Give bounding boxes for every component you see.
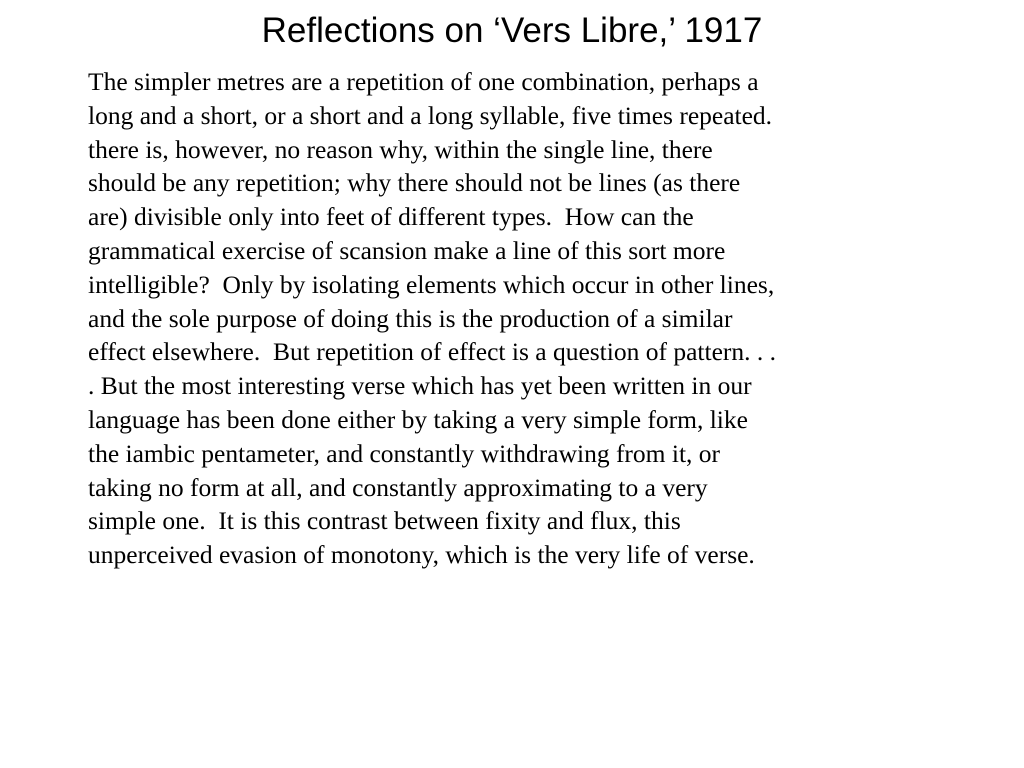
body-line-5: are) divisible only into feet of different types. How can the	[88, 202, 694, 232]
body-line-7: intelligible? Only by isolating elements which occur in other lines,	[88, 269, 775, 299]
body-line-13: taking no form at all, and constantly approximating to a very	[88, 472, 708, 502]
body-line-14: simple one. It is this contrast between fixity and flux, this	[88, 506, 681, 536]
body-line-1: The simpler metres are a repetition of one combination, perhaps a	[88, 67, 759, 96]
slide-title: Reflections on ‘Vers Libre,’ 1917	[261, 11, 763, 50]
body-line-2: long and a short, or a short and a long syllable, five times repeated.	[88, 100, 773, 130]
body-line-11: language has been done either by taking a very simple form, like	[88, 404, 748, 434]
body-line-4: should be any repetition; why there should not be lines (as there	[88, 168, 741, 198]
body-line-9: effect elsewhere. But repetition of effect is a question of pattern. . .	[88, 337, 777, 367]
body-line-8: and the sole purpose of doing this is the production of a similar	[88, 303, 733, 333]
body-line-3: there is, however, no reason why, within the single line, there	[88, 134, 713, 164]
quote-paragraph	[88, 65, 948, 572]
body-line-15: unperceived evasion of monotony, which is the very life of verse.	[88, 540, 755, 570]
body-line-10: . But the most interesting verse which has yet been written in our	[88, 371, 752, 401]
body-line-12: the iambic pentameter, and constantly withdrawing from it, or	[88, 438, 721, 468]
body-line-6: grammatical exercise of scansion make a line of this sort more	[88, 235, 726, 265]
